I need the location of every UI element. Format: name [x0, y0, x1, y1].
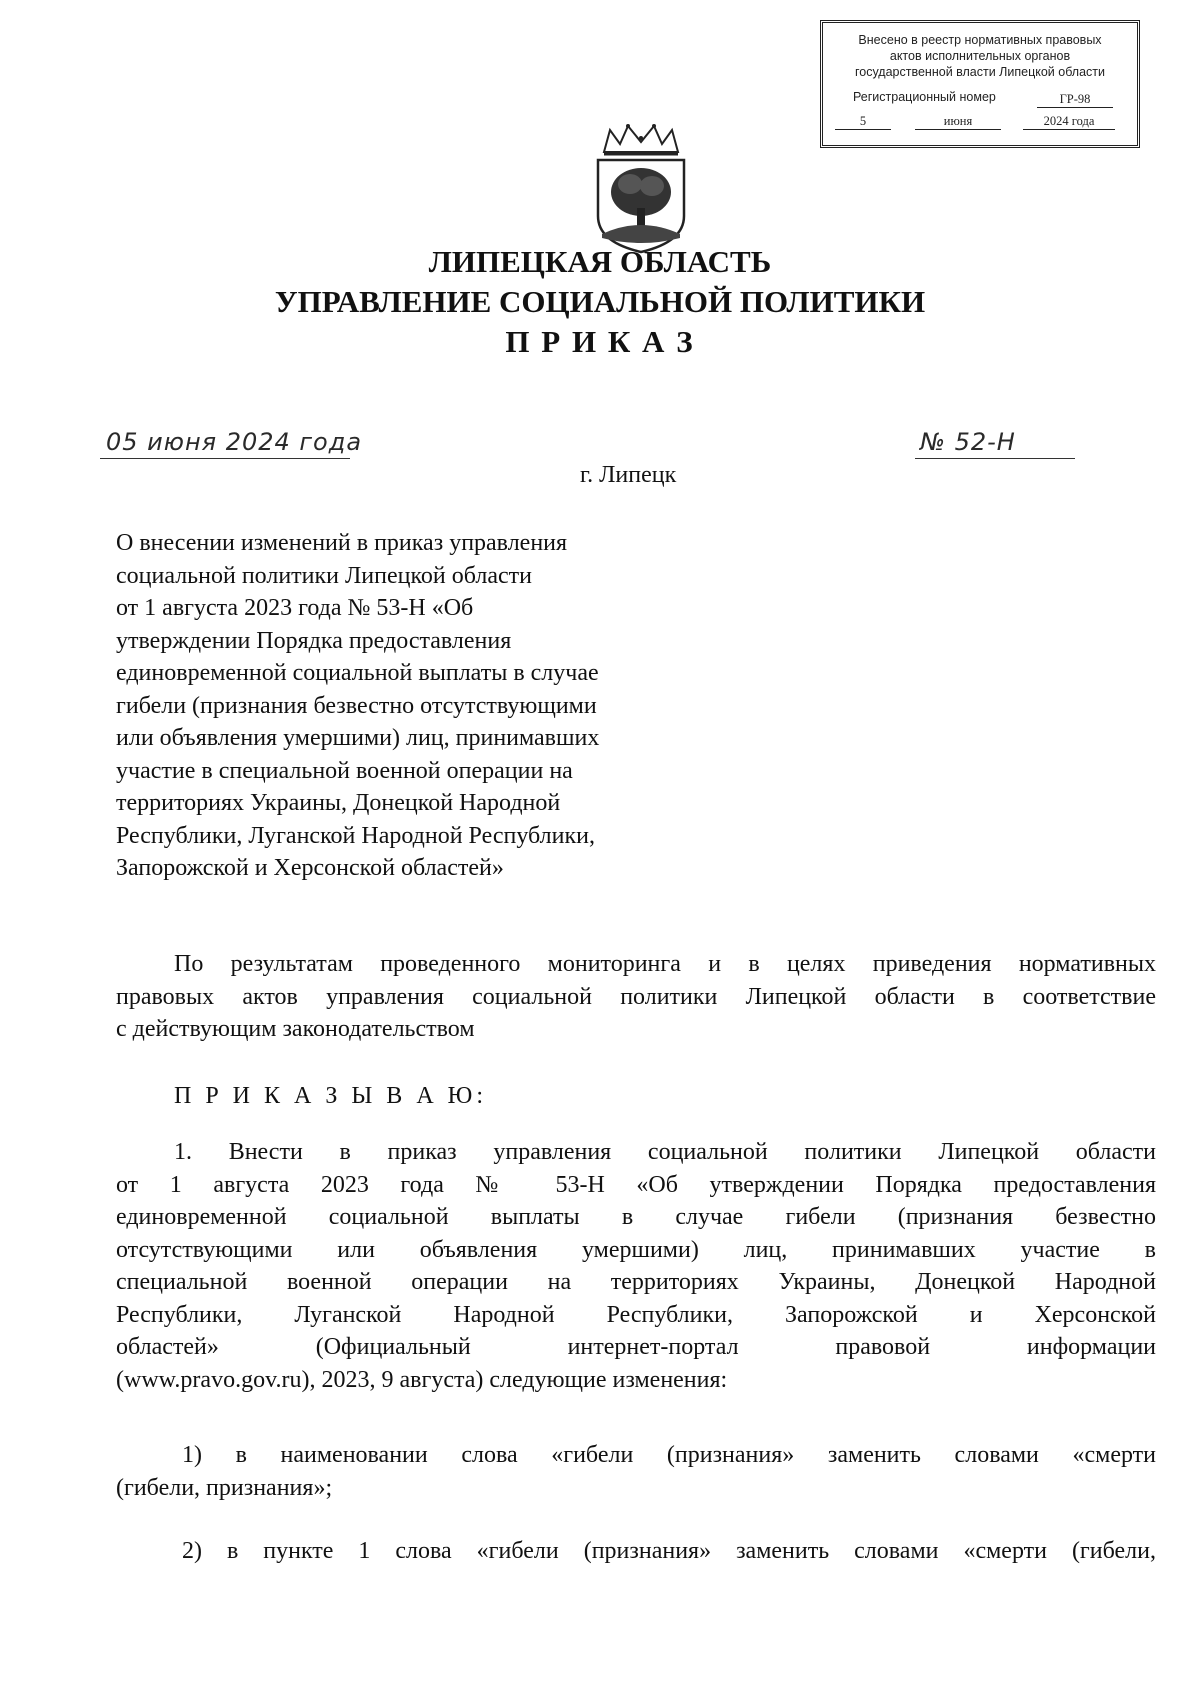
handwritten-date: 05 июня 2024 года — [106, 428, 363, 456]
item-1-paragraph — [116, 1136, 1156, 1396]
item-1-line: областей» (Официальный интернет-портал правовой информации — [116, 1334, 1156, 1360]
order-word: П Р И К А З Ы В А Ю: — [174, 1083, 487, 1109]
number-underline — [915, 458, 1075, 459]
stamp-line-2: актов исполнительных органов — [889, 49, 1071, 63]
sub-item-2-paragraph — [116, 1535, 1156, 1568]
sub-item-1-line: (гибели, признания»; — [116, 1474, 333, 1501]
item-1-line: 1. Внести в приказ управления социальной политики Липецкой области — [174, 1139, 1156, 1165]
sub-item-2-line: 2) в пункте 1 слова «гибели (признания» заменить словами «смерти (гибели, — [182, 1538, 1156, 1564]
registry-stamp — [820, 20, 1140, 148]
subject-line: территориях Украины, Донецкой Народной — [116, 790, 561, 816]
item-1-line: (www.pravo.gov.ru), 2023, 9 августа) следующие изменения: — [116, 1366, 728, 1393]
stamp-month: июня — [915, 113, 1001, 130]
subject-line: единовременной социальной выплаты в случае — [116, 660, 599, 686]
subject-line: от 1 августа 2023 года № 53-Н «Об — [116, 595, 474, 621]
stamp-reg-number: ГР-98 — [1037, 91, 1113, 108]
preamble-line: с действующим законодательством — [116, 1016, 475, 1042]
item-1-line: единовременной социальной выплаты в случае гибели (признания безвестно — [116, 1204, 1156, 1230]
stamp-day: 5 — [835, 113, 891, 130]
coat-of-arms-lipetsk-icon — [586, 124, 696, 254]
item-1-line: Республики, Луганской Народной Республики, Запорожской и Херсонской — [116, 1301, 1156, 1328]
subject-line: Запорожской и Херсонской областей» — [116, 855, 504, 881]
stamp-line-3: государственной власти Липецкой области — [854, 65, 1106, 79]
subject-line: участие в специальной военной операции на — [116, 757, 573, 784]
date-underline — [100, 458, 350, 459]
subject-line: гибели (признания безвестно отсутствующими — [116, 692, 597, 719]
subject-line: или объявления умершими) лиц, принимавших — [116, 725, 600, 751]
preamble-line: По результатам проведенного мониторинга и в целях приведения нормативных — [174, 951, 1156, 977]
preamble-paragraph — [116, 948, 1156, 1046]
document-type-title: П Р И К А З — [505, 324, 695, 359]
stamp-year: 2024 года — [1023, 113, 1115, 130]
item-1-line: от 1 августа 2023 года № 53-Н «Об утверждении Порядка предоставления — [116, 1171, 1156, 1198]
department-title: УПРАВЛЕНИЕ СОЦИАЛЬНОЙ ПОЛИТИКИ — [274, 284, 926, 319]
city-name: г. Липецк — [580, 462, 677, 488]
subject-line: Республики, Луганской Народной Республики, — [116, 822, 595, 849]
order-subject — [116, 527, 716, 885]
subject-line: утверждении Порядка предоставления — [116, 627, 512, 654]
subject-line: О внесении изменений в приказ управления — [116, 530, 568, 556]
preamble-line: правовых актов управления социальной политики Липецкой области в соответствие — [116, 983, 1156, 1010]
sub-item-1-paragraph — [116, 1439, 1156, 1504]
region-title: ЛИПЕЦКАЯ ОБЛАСТЬ — [428, 244, 772, 279]
stamp-line-1: Внесено в реестр нормативных правовых — [858, 33, 1102, 47]
handwritten-number: № 52-Н — [920, 428, 1016, 456]
subject-line: социальной политики Липецкой области — [116, 562, 532, 589]
item-1-line: отсутствующими или объявления умершими) лиц, принимавших участие в — [116, 1236, 1156, 1263]
item-1-line: специальной военной операции на территориях Украины, Донецкой Народной — [116, 1269, 1156, 1295]
stamp-reg-label: Регистрационный номер — [853, 90, 996, 104]
sub-item-1-line: 1) в наименовании слова «гибели (признания» заменить словами «смерти — [182, 1442, 1156, 1468]
